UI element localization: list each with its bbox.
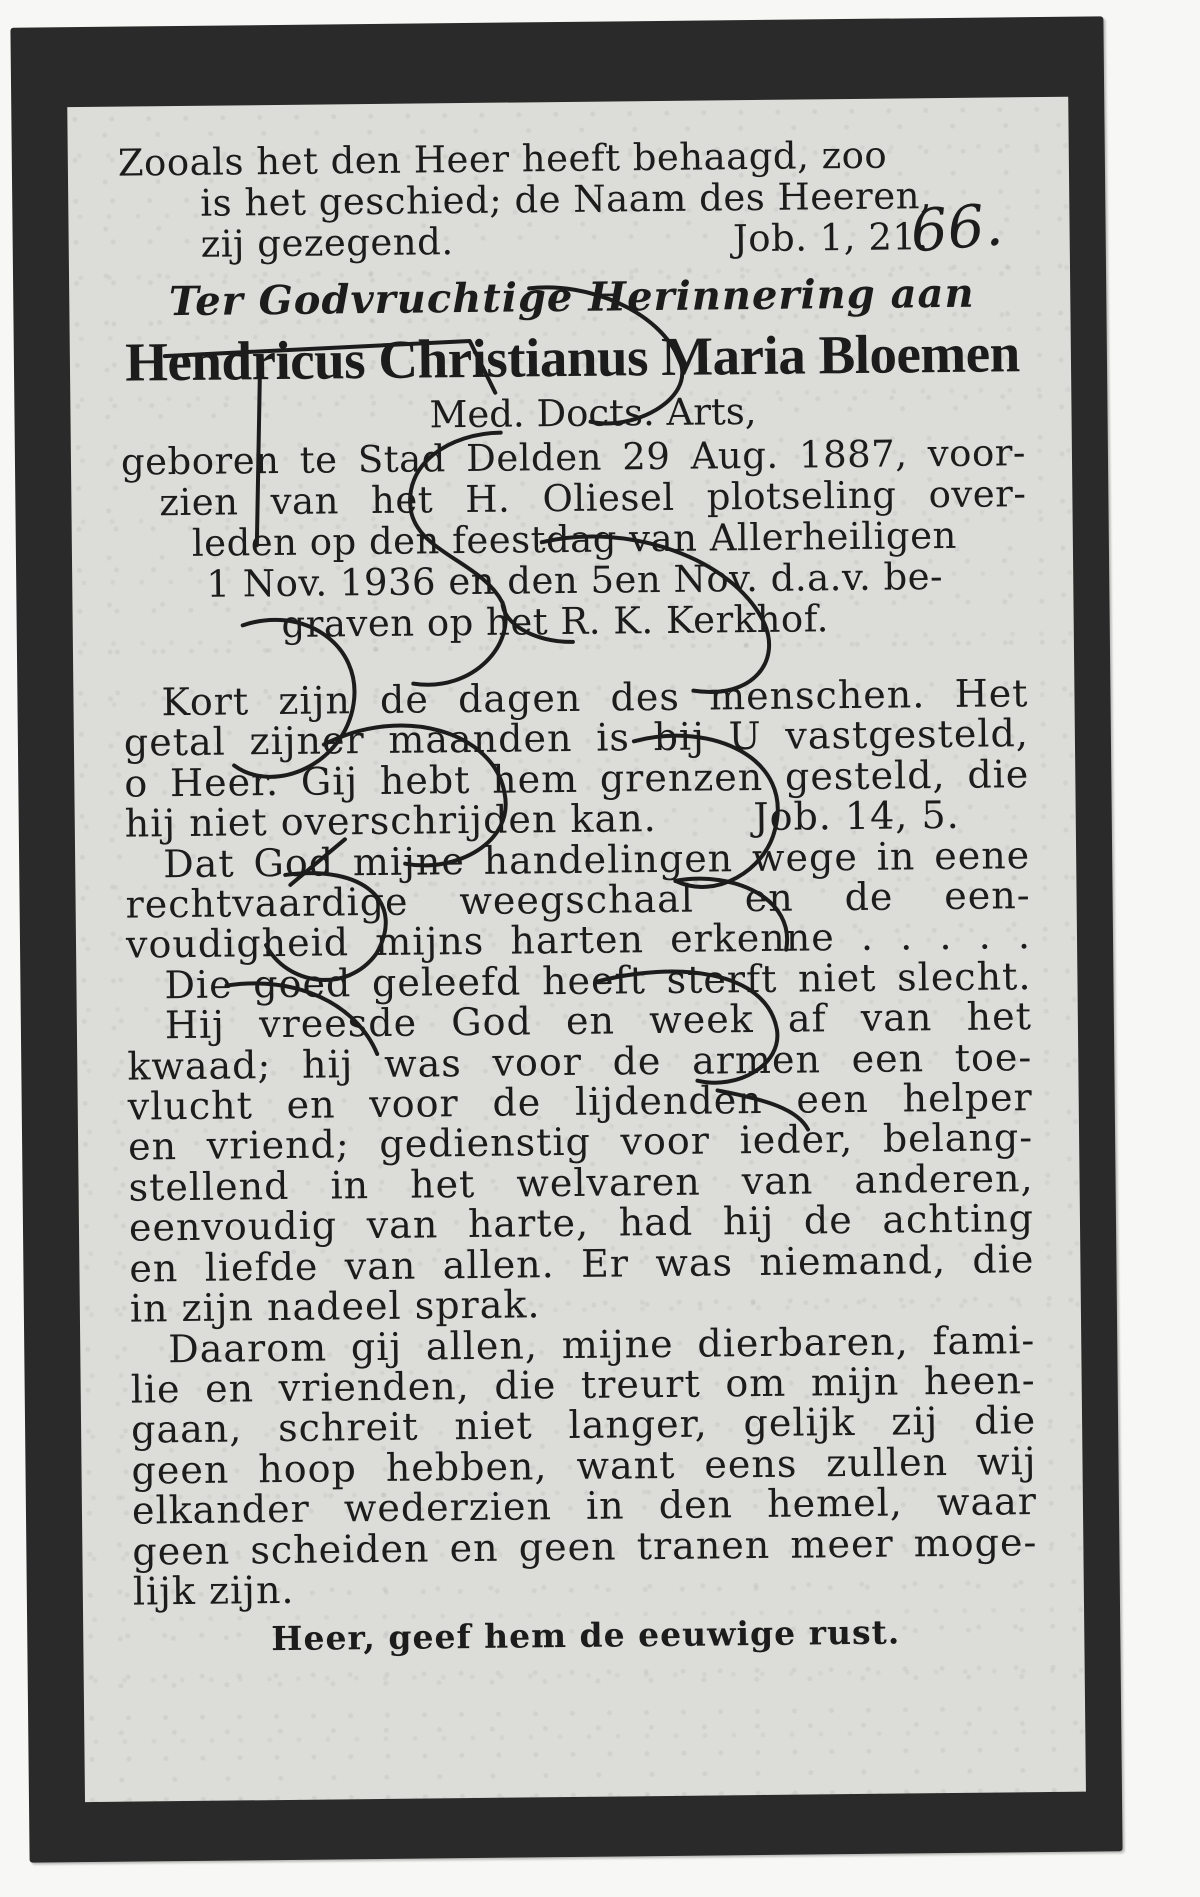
- bio-line: 1 Nov. 1936 en den 5en Nov. d.a.v. be-: [206, 555, 944, 606]
- bio-line: geboren te Stad Delden 29 Aug. 1887, voor-: [120, 431, 1027, 484]
- body-line: lie en vrienden, die treurt om mijn heen-: [130, 1358, 1036, 1412]
- body-line: en liefde van allen. Er was niemand, die: [129, 1236, 1035, 1291]
- scribble-stroke: [718, 1089, 808, 1130]
- body-line: rechtvaardige weegschaal en de een-: [125, 873, 1031, 927]
- handwritten-scribble: [67, 97, 1086, 1802]
- body-line: eenvoudig van harte, had hij de achting: [128, 1196, 1035, 1250]
- verse-line: zij gezegend.: [200, 220, 454, 266]
- bio-line: zien van het H. Oliesel plotseling over-: [159, 472, 1027, 525]
- bio-line: graven op het R. K. Kerkhof.: [281, 597, 830, 646]
- verse-line: Zooals het den Heer heeft behaagd, zoo: [117, 133, 888, 185]
- scribble-stroke: [233, 619, 356, 777]
- scribble-stroke: [596, 970, 778, 1083]
- scribble-stroke: [290, 839, 345, 885]
- body-line: vlucht en voor de lijdenden een helper: [127, 1075, 1033, 1129]
- body-line: en vriend; gedienstig voor ieder, belang-: [127, 1115, 1034, 1170]
- body-line: in zijn nadeel sprak.: [129, 1282, 541, 1331]
- profession: Med. Docts. Arts,: [429, 389, 757, 437]
- scribble-stroke: [529, 286, 683, 424]
- body-line: elkander wederzien in den hemel, waar: [131, 1479, 1038, 1533]
- scribble-stroke: [324, 724, 507, 866]
- body-line: stellend in het welvaren van anderen,: [128, 1155, 1034, 1210]
- closing-prayer: Heer, geef hem de eeuwige rust.: [271, 1612, 901, 1659]
- body-line: getal zijner maanden is bij U vastgesteld,: [123, 711, 1030, 766]
- body-line: Dat God mijne handelingen wege in eene: [162, 832, 1031, 886]
- body-line: lijk zijn.: [132, 1567, 295, 1614]
- scribble-stroke: [675, 878, 787, 951]
- body-line: Kort zijn de dagen des menschen. Het: [161, 671, 1029, 725]
- scribble-stroke: [265, 872, 386, 980]
- body-line: hij niet overschrijden kan.: [124, 796, 657, 846]
- handwritten-annotation: 66.: [907, 190, 1006, 266]
- body-line: geen hoop hebben, want eens zullen wij: [131, 1438, 1037, 1493]
- body-line: Daarom gij allen, mijne dierbaren, fami-: [168, 1317, 1036, 1371]
- memorial-card: [10, 16, 1122, 1862]
- body-line: gaan, schreit niet langer, gelijk zij die: [130, 1398, 1037, 1452]
- deceased-name: Hendricus Christianus Maria Bloemen: [124, 322, 1020, 393]
- verse-line: is het geschied; de Naam des Heeren,: [200, 174, 933, 225]
- scribble-stroke: [502, 602, 572, 643]
- body-line: o Heer. Gij hebt hem grenzen gesteld, die: [124, 751, 1030, 806]
- body-line: voudigheid mijns harten erkenne . . . . .: [125, 913, 1032, 968]
- heading: Ter Godvruchtige Herinnering aan: [168, 269, 975, 326]
- scribble-stroke: [409, 433, 506, 685]
- scribble-stroke: [226, 982, 377, 1055]
- body-line: Die goed geleefd heeft sterft niet slecht.: [164, 953, 1032, 1008]
- scribble-stroke: [542, 535, 770, 694]
- body-line: geen scheiden en geen tranen meer moge-: [132, 1519, 1038, 1574]
- verse-reference: Job. 1, 21.: [732, 215, 929, 261]
- scribble-stroke: [634, 735, 779, 888]
- scribble-stroke: [255, 367, 262, 545]
- body-line: kwaad; hij was voor de armen een toe-: [127, 1034, 1033, 1089]
- body-line: Hij vreesde God en week af van het: [164, 994, 1033, 1048]
- body-reference: Job. 14, 5.: [753, 793, 960, 840]
- bio-line: leden op den feestdag van Allerheiligen: [191, 513, 958, 565]
- scribble-stroke: [165, 341, 496, 396]
- card-paper: [67, 97, 1086, 1802]
